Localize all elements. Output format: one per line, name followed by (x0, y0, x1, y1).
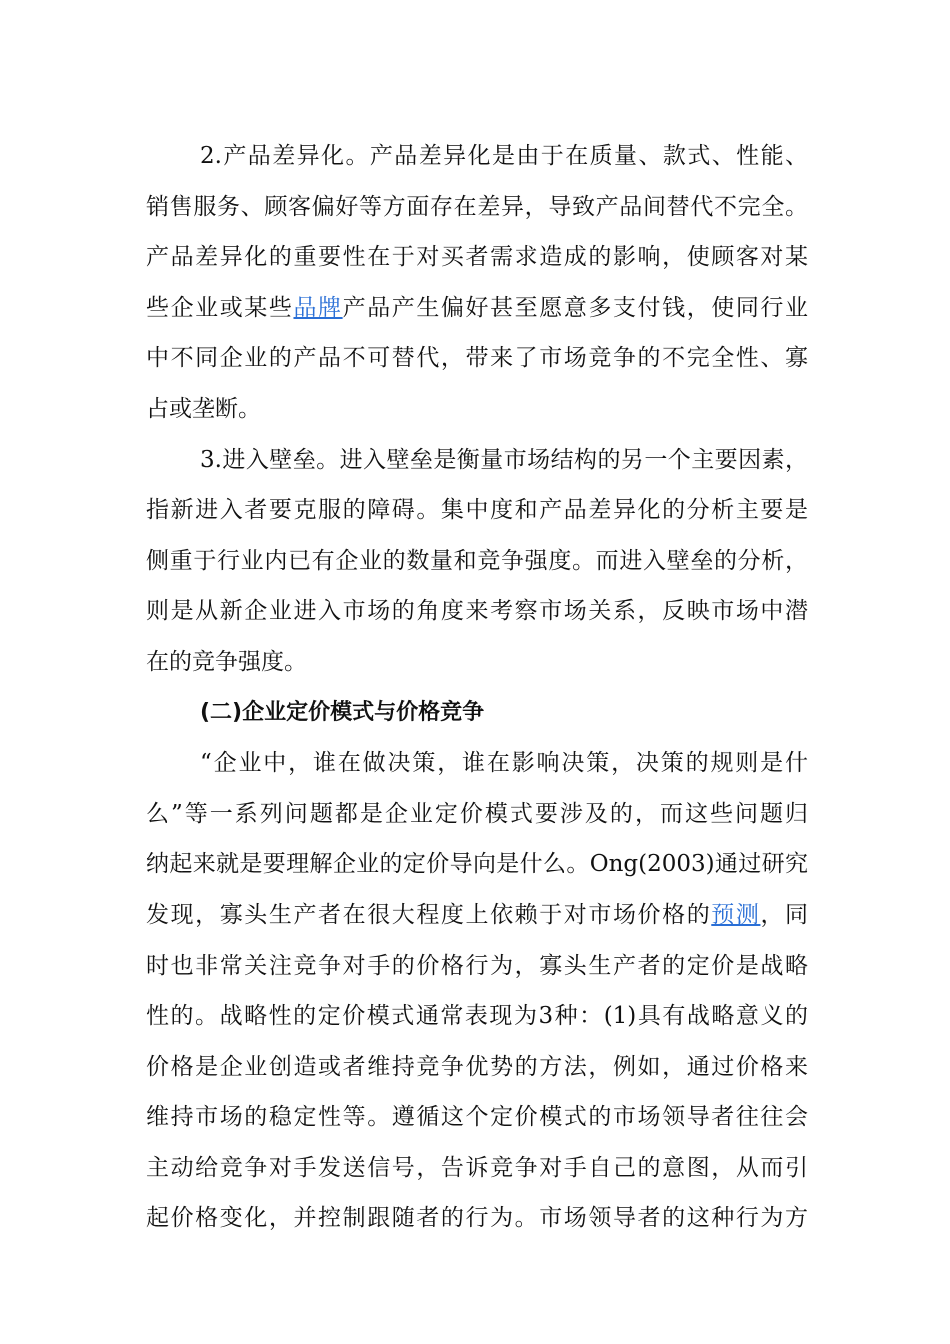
section-heading: (二)企业定价模式与价格竞争 (200, 699, 485, 725)
text-line: 纳起来就是要理解企业的定价导向是什么。Ong(2003)通过研究 (146, 851, 808, 878)
text-line: 时也非常关注竞争对手的价格行为，寡头生产者的定价是战略 (146, 952, 808, 979)
text-segment: 些企业或某些 (146, 294, 294, 321)
text-segment: 发现，寡头生产者在很大程度上依赖于对市场价格的 (146, 901, 712, 928)
text-line: 在的竞争强度。 (146, 648, 307, 675)
text-line: 维持市场的稳定性等。遵循这个定价模式的市场领导者往往会 (146, 1104, 808, 1131)
forecast-link[interactable]: 预测 (711, 901, 761, 928)
text-line: 指新进入者要克服的障碍。集中度和产品差异化的分析主要是 (146, 497, 808, 524)
text-line: 起价格变化，并控制跟随者的行为。市场领导者的这种行为方 (146, 1205, 808, 1232)
text-line: 主动给竞争对手发送信号，告诉竞争对手自己的意图，从而引 (146, 1154, 808, 1181)
text-line: 则是从新企业进入市场的角度来考察市场关系，反映市场中潜 (146, 598, 808, 625)
text-line: 产品差异化的重要性在于对买者需求造成的影响，使顾客对某 (146, 244, 808, 271)
paragraph-entry-barriers (146, 435, 808, 688)
text-line: 么”等一系列问题都是企业定价模式要涉及的，而这些问题归 (146, 800, 808, 827)
text-line: 价格是企业创造或者维持竞争优势的方法，例如，通过价格来 (146, 1053, 808, 1080)
text-line (146, 890, 808, 941)
text-line (146, 283, 808, 334)
paragraph-pricing-mode (146, 738, 808, 1244)
text-line: 2.产品差异化。产品差异化是由于在质量、款式、性能、 (200, 143, 808, 169)
text-line: 性的。战略性的定价模式通常表现为3种：(1)具有战略意义的 (146, 1003, 808, 1030)
text-segment: ，同 (760, 901, 809, 928)
text-line: 3.进入壁垒。进入壁垒是衡量市场结构的另一个主要因素， (200, 446, 808, 473)
text-line: 中不同企业的产品不可替代，带来了市场竞争的不完全性、寡 (146, 345, 808, 372)
text-line: 侧重于行业内已有企业的数量和竞争强度。而进入壁垒的分析， (146, 547, 808, 574)
text-line: “企业中，谁在做决策，谁在影响决策，决策的规则是什 (200, 750, 808, 777)
text-line: 销售服务、顾客偏好等方面存在差异，导致产品间替代不完全。 (146, 193, 808, 220)
brand-link[interactable]: 品牌 (293, 294, 343, 321)
paragraph-product-differentiation (146, 131, 808, 435)
text-segment: 产品产生偏好甚至愿意多支付钱，使同行业 (342, 294, 809, 321)
text-line: 占或垄断。 (146, 395, 261, 422)
document-page (146, 131, 808, 1244)
